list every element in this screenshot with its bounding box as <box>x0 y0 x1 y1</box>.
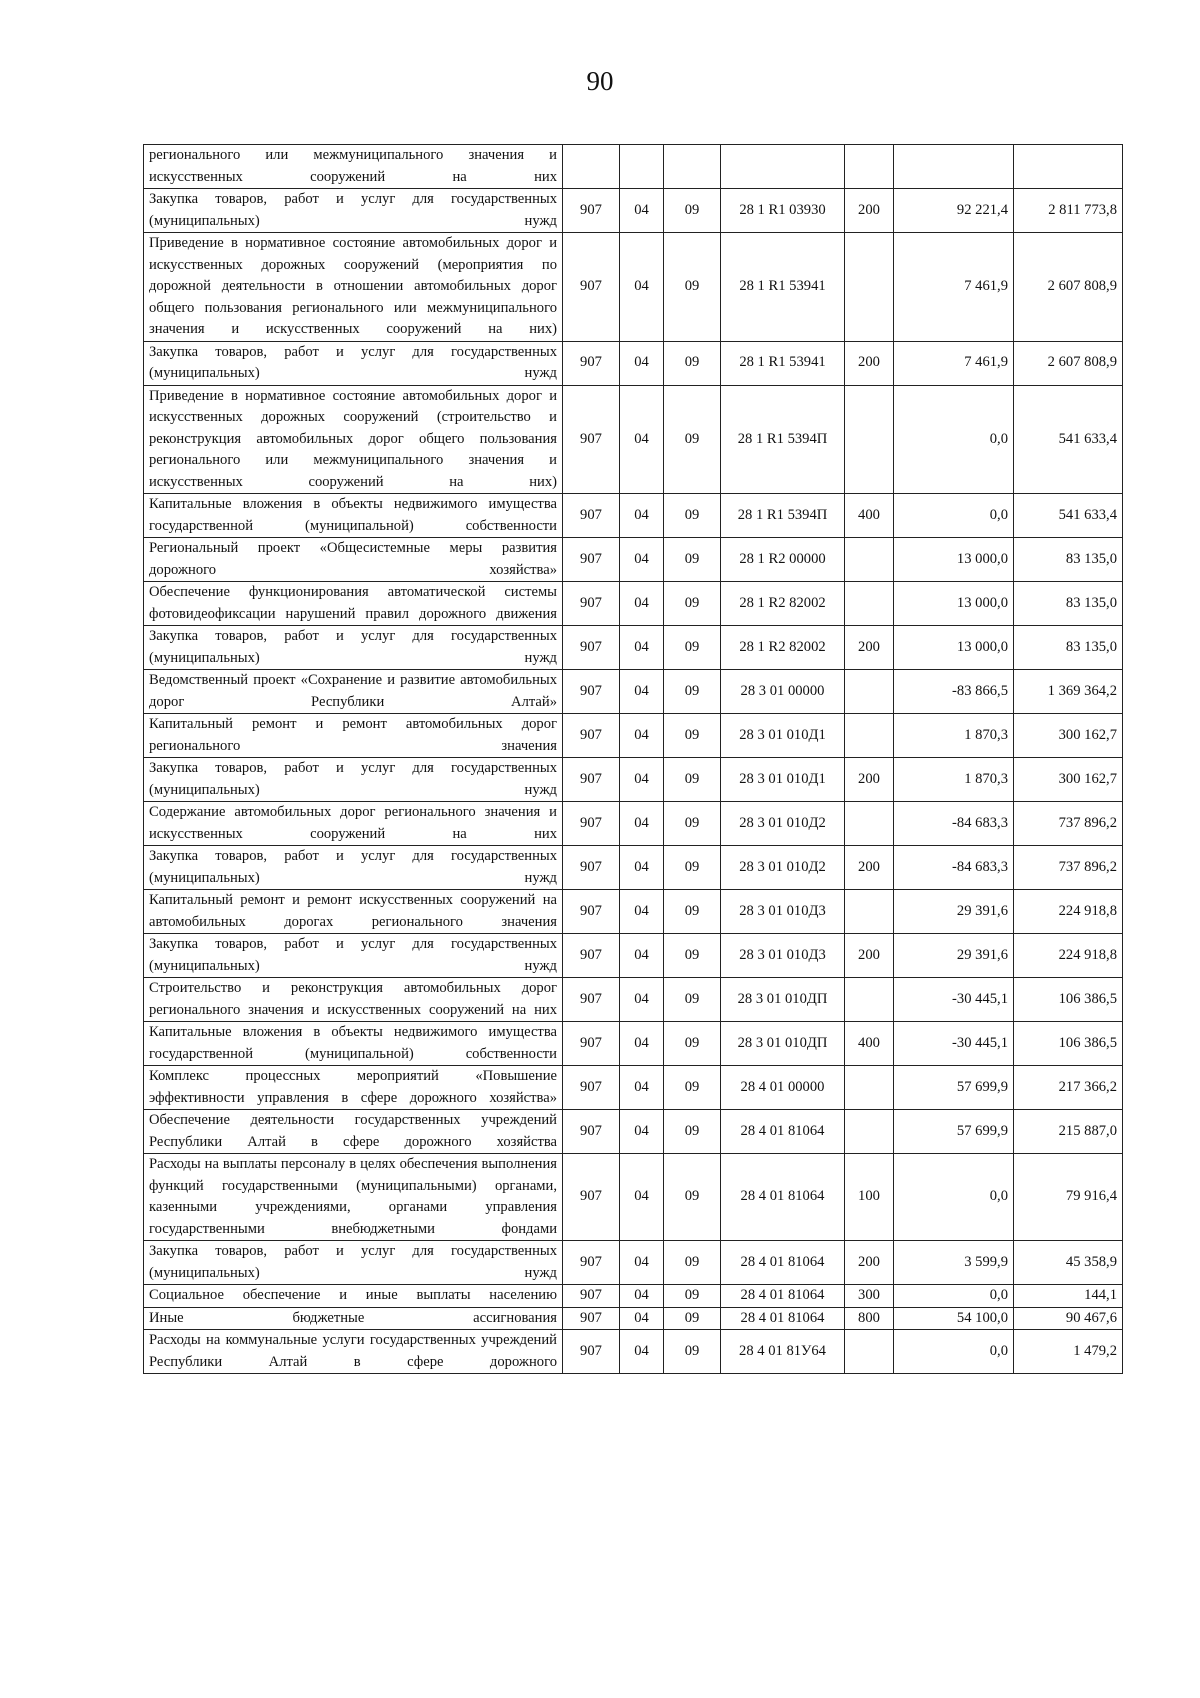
subsection-code: 09 <box>664 758 721 802</box>
expense-type <box>845 1066 894 1110</box>
row-name: Иные бюджетные ассигнования <box>144 1307 563 1330</box>
table-row <box>144 341 1123 385</box>
target-article: 28 4 01 81064 <box>721 1241 845 1285</box>
admin-code: 907 <box>563 1307 620 1330</box>
expense-type <box>845 890 894 934</box>
table-row <box>144 1285 1123 1308</box>
table-row <box>144 189 1123 233</box>
total-amount: 224 918,8 <box>1014 890 1123 934</box>
section-code: 04 <box>620 1066 664 1110</box>
change-amount: -83 866,5 <box>894 670 1014 714</box>
change-amount: 13 000,0 <box>894 626 1014 670</box>
change-amount: 7 461,9 <box>894 233 1014 342</box>
page-number: 90 <box>586 66 614 96</box>
admin-code <box>563 145 620 189</box>
row-name: Приведение в нормативное состояние автомобильных дорог и искусственных дорожных сооружений (мероприятия по дорожной деятельности в отношении автомобильных дорог общего пользования регионального или межмуниципального значения и искусственных сооружений на них) <box>144 233 563 342</box>
admin-code: 907 <box>563 846 620 890</box>
change-amount: 1 870,3 <box>894 714 1014 758</box>
expense-type: 300 <box>845 1285 894 1308</box>
subsection-code: 09 <box>664 1285 721 1308</box>
target-article: 28 1 R2 00000 <box>721 538 845 582</box>
admin-code: 907 <box>563 1022 620 1066</box>
subsection-code: 09 <box>664 189 721 233</box>
admin-code: 907 <box>563 494 620 538</box>
admin-code: 907 <box>563 582 620 626</box>
section-code: 04 <box>620 233 664 342</box>
row-name: Закупка товаров, работ и услуг для государственных (муниципальных) нужд <box>144 846 563 890</box>
subsection-code: 09 <box>664 1110 721 1154</box>
expense-type: 200 <box>845 341 894 385</box>
row-name: Капитальные вложения в объекты недвижимого имущества государственной (муниципальной) собственности <box>144 494 563 538</box>
change-amount: 0,0 <box>894 494 1014 538</box>
total-amount: 224 918,8 <box>1014 934 1123 978</box>
change-amount: -30 445,1 <box>894 978 1014 1022</box>
total-amount: 83 135,0 <box>1014 582 1123 626</box>
expense-type <box>845 1110 894 1154</box>
table-row <box>144 494 1123 538</box>
table-row <box>144 670 1123 714</box>
expense-type <box>845 538 894 582</box>
row-name: Капитальный ремонт и ремонт автомобильных дорог регионального значения <box>144 714 563 758</box>
table-row <box>144 934 1123 978</box>
target-article: 28 1 R2 82002 <box>721 582 845 626</box>
admin-code: 907 <box>563 1330 620 1374</box>
total-amount: 144,1 <box>1014 1285 1123 1308</box>
total-amount: 215 887,0 <box>1014 1110 1123 1154</box>
change-amount: 0,0 <box>894 1154 1014 1241</box>
row-name: Ведомственный проект «Сохранение и развитие автомобильных дорог Республики Алтай» <box>144 670 563 714</box>
row-name: Закупка товаров, работ и услуг для государственных (муниципальных) нужд <box>144 626 563 670</box>
table-row <box>144 1330 1123 1374</box>
admin-code: 907 <box>563 890 620 934</box>
expense-type: 200 <box>845 934 894 978</box>
subsection-code: 09 <box>664 1154 721 1241</box>
section-code: 04 <box>620 714 664 758</box>
target-article: 28 1 R1 5394П <box>721 494 845 538</box>
total-amount: 106 386,5 <box>1014 1022 1123 1066</box>
table-row <box>144 626 1123 670</box>
row-name: Капитальные вложения в объекты недвижимого имущества государственной (муниципальной) собственности <box>144 1022 563 1066</box>
total-amount: 1 479,2 <box>1014 1330 1123 1374</box>
subsection-code: 09 <box>664 538 721 582</box>
section-code: 04 <box>620 758 664 802</box>
section-code: 04 <box>620 385 664 494</box>
section-code <box>620 145 664 189</box>
row-name: Расходы на выплаты персоналу в целях обеспечения выполнения функций государственными (муниципальными) органами, казенными учреждениями, органами управления государственными внебюджетными фондами <box>144 1154 563 1241</box>
change-amount: 13 000,0 <box>894 538 1014 582</box>
target-article: 28 4 01 81064 <box>721 1285 845 1308</box>
change-amount: 3 599,9 <box>894 1241 1014 1285</box>
total-amount: 79 916,4 <box>1014 1154 1123 1241</box>
change-amount: 29 391,6 <box>894 890 1014 934</box>
total-amount: 1 369 364,2 <box>1014 670 1123 714</box>
change-amount: 0,0 <box>894 1330 1014 1374</box>
table-row <box>144 1307 1123 1330</box>
row-name: Содержание автомобильных дорог регионального значения и искусственных сооружений на них <box>144 802 563 846</box>
target-article: 28 4 01 81064 <box>721 1110 845 1154</box>
target-article: 28 3 01 010Д3 <box>721 890 845 934</box>
subsection-code: 09 <box>664 1241 721 1285</box>
expense-type <box>845 1330 894 1374</box>
target-article: 28 3 01 00000 <box>721 670 845 714</box>
table-row <box>144 802 1123 846</box>
target-article: 28 3 01 010Д1 <box>721 714 845 758</box>
total-amount: 2 607 808,9 <box>1014 341 1123 385</box>
table-row <box>144 890 1123 934</box>
subsection-code: 09 <box>664 846 721 890</box>
admin-code: 907 <box>563 1241 620 1285</box>
expense-type: 400 <box>845 494 894 538</box>
row-name: регионального или межмуниципального значения и искусственных сооружений на них <box>144 145 563 189</box>
change-amount: 0,0 <box>894 385 1014 494</box>
change-amount: 29 391,6 <box>894 934 1014 978</box>
table-row <box>144 582 1123 626</box>
admin-code: 907 <box>563 934 620 978</box>
section-code: 04 <box>620 1154 664 1241</box>
admin-code: 907 <box>563 189 620 233</box>
row-name: Строительство и реконструкция автомобильных дорог регионального значения и искусственных сооружений на них <box>144 978 563 1022</box>
target-article: 28 4 01 81У64 <box>721 1330 845 1374</box>
row-name: Комплекс процессных мероприятий «Повышение эффективности управления в сфере дорожного хозяйства» <box>144 1066 563 1110</box>
target-article: 28 3 01 010Д2 <box>721 846 845 890</box>
admin-code: 907 <box>563 802 620 846</box>
admin-code: 907 <box>563 341 620 385</box>
total-amount: 83 135,0 <box>1014 626 1123 670</box>
subsection-code: 09 <box>664 582 721 626</box>
total-amount: 300 162,7 <box>1014 714 1123 758</box>
change-amount: 54 100,0 <box>894 1307 1014 1330</box>
section-code: 04 <box>620 582 664 626</box>
total-amount <box>1014 145 1123 189</box>
section-code: 04 <box>620 626 664 670</box>
target-article: 28 3 01 010Д1 <box>721 758 845 802</box>
subsection-code: 09 <box>664 934 721 978</box>
subsection-code: 09 <box>664 978 721 1022</box>
table-row <box>144 233 1123 342</box>
change-amount: 0,0 <box>894 1285 1014 1308</box>
target-article: 28 3 01 010Д3 <box>721 934 845 978</box>
subsection-code: 09 <box>664 1022 721 1066</box>
total-amount: 83 135,0 <box>1014 538 1123 582</box>
subsection-code: 09 <box>664 802 721 846</box>
change-amount: 7 461,9 <box>894 341 1014 385</box>
section-code: 04 <box>620 1022 664 1066</box>
section-code: 04 <box>620 802 664 846</box>
table-row <box>144 538 1123 582</box>
total-amount: 737 896,2 <box>1014 802 1123 846</box>
subsection-code: 09 <box>664 670 721 714</box>
section-code: 04 <box>620 538 664 582</box>
total-amount: 45 358,9 <box>1014 1241 1123 1285</box>
section-code: 04 <box>620 341 664 385</box>
target-article: 28 1 R1 5394П <box>721 385 845 494</box>
admin-code: 907 <box>563 758 620 802</box>
row-name: Закупка товаров, работ и услуг для государственных (муниципальных) нужд <box>144 758 563 802</box>
expense-type <box>845 145 894 189</box>
target-article: 28 1 R1 53941 <box>721 233 845 342</box>
table-row <box>144 714 1123 758</box>
total-amount: 2 811 773,8 <box>1014 189 1123 233</box>
admin-code: 907 <box>563 233 620 342</box>
table-row <box>144 1110 1123 1154</box>
admin-code: 907 <box>563 1110 620 1154</box>
subsection-code: 09 <box>664 233 721 342</box>
total-amount: 300 162,7 <box>1014 758 1123 802</box>
row-name: Региональный проект «Общесистемные меры развития дорожного хозяйства» <box>144 538 563 582</box>
admin-code: 907 <box>563 1066 620 1110</box>
row-name: Закупка товаров, работ и услуг для государственных (муниципальных) нужд <box>144 189 563 233</box>
table-row <box>144 1241 1123 1285</box>
total-amount: 217 366,2 <box>1014 1066 1123 1110</box>
table-row <box>144 1154 1123 1241</box>
target-article: 28 3 01 010Д2 <box>721 802 845 846</box>
section-code: 04 <box>620 1241 664 1285</box>
change-amount: -84 683,3 <box>894 802 1014 846</box>
admin-code: 907 <box>563 385 620 494</box>
total-amount: 90 467,6 <box>1014 1307 1123 1330</box>
expense-type: 200 <box>845 758 894 802</box>
subsection-code: 09 <box>664 1066 721 1110</box>
row-name: Социальное обеспечение и иные выплаты населению <box>144 1285 563 1308</box>
row-name: Приведение в нормативное состояние автомобильных дорог и искусственных дорожных сооружений (строительство и реконструкция автомобильных дорог общего пользования регионального или межмуниципального значения и искусственных сооружений на них) <box>144 385 563 494</box>
admin-code: 907 <box>563 626 620 670</box>
expense-type: 800 <box>845 1307 894 1330</box>
target-article: 28 4 01 81064 <box>721 1154 845 1241</box>
section-code: 04 <box>620 1307 664 1330</box>
change-amount <box>894 145 1014 189</box>
expense-type: 200 <box>845 1241 894 1285</box>
budget-table <box>143 144 1123 1374</box>
expense-type: 200 <box>845 846 894 890</box>
total-amount: 737 896,2 <box>1014 846 1123 890</box>
subsection-code: 09 <box>664 341 721 385</box>
expense-type: 100 <box>845 1154 894 1241</box>
subsection-code: 09 <box>664 626 721 670</box>
section-code: 04 <box>620 189 664 233</box>
change-amount: 57 699,9 <box>894 1066 1014 1110</box>
target-article: 28 4 01 00000 <box>721 1066 845 1110</box>
row-name: Закупка товаров, работ и услуг для государственных (муниципальных) нужд <box>144 341 563 385</box>
row-name: Обеспечение функционирования автоматической системы фотовидеофиксации нарушений правил дорожного движения <box>144 582 563 626</box>
budget-table-body <box>144 145 1123 1374</box>
admin-code: 907 <box>563 538 620 582</box>
table-row <box>144 1066 1123 1110</box>
target-article: 28 1 R1 03930 <box>721 189 845 233</box>
admin-code: 907 <box>563 714 620 758</box>
subsection-code <box>664 145 721 189</box>
expense-type <box>845 714 894 758</box>
row-name: Капитальный ремонт и ремонт искусственных сооружений на автомобильных дорогах регионального значения <box>144 890 563 934</box>
total-amount: 2 607 808,9 <box>1014 233 1123 342</box>
expense-type: 400 <box>845 1022 894 1066</box>
admin-code: 907 <box>563 1154 620 1241</box>
row-name: Расходы на коммунальные услуги государственных учреждений Республики Алтай в сфере дорожного <box>144 1330 563 1374</box>
subsection-code: 09 <box>664 890 721 934</box>
section-code: 04 <box>620 1110 664 1154</box>
target-article: 28 1 R1 53941 <box>721 341 845 385</box>
total-amount: 541 633,4 <box>1014 385 1123 494</box>
table-row <box>144 978 1123 1022</box>
expense-type <box>845 670 894 714</box>
expense-type: 200 <box>845 626 894 670</box>
change-amount: 57 699,9 <box>894 1110 1014 1154</box>
expense-type <box>845 802 894 846</box>
subsection-code: 09 <box>664 1307 721 1330</box>
subsection-code: 09 <box>664 1330 721 1374</box>
expense-type <box>845 582 894 626</box>
expense-type <box>845 233 894 342</box>
row-name: Закупка товаров, работ и услуг для государственных (муниципальных) нужд <box>144 1241 563 1285</box>
section-code: 04 <box>620 670 664 714</box>
total-amount: 106 386,5 <box>1014 978 1123 1022</box>
expense-type <box>845 385 894 494</box>
admin-code: 907 <box>563 978 620 1022</box>
subsection-code: 09 <box>664 385 721 494</box>
change-amount: -84 683,3 <box>894 846 1014 890</box>
table-row <box>144 1022 1123 1066</box>
subsection-code: 09 <box>664 494 721 538</box>
section-code: 04 <box>620 1285 664 1308</box>
target-article: 28 1 R2 82002 <box>721 626 845 670</box>
change-amount: 92 221,4 <box>894 189 1014 233</box>
expense-type: 200 <box>845 189 894 233</box>
target-article: 28 4 01 81064 <box>721 1307 845 1330</box>
table-row <box>144 385 1123 494</box>
target-article: 28 3 01 010ДП <box>721 978 845 1022</box>
table-row <box>144 145 1123 189</box>
section-code: 04 <box>620 1330 664 1374</box>
change-amount: 1 870,3 <box>894 758 1014 802</box>
section-code: 04 <box>620 934 664 978</box>
section-code: 04 <box>620 494 664 538</box>
target-article: 28 3 01 010ДП <box>721 1022 845 1066</box>
admin-code: 907 <box>563 1285 620 1308</box>
subsection-code: 09 <box>664 714 721 758</box>
section-code: 04 <box>620 846 664 890</box>
expense-type <box>845 978 894 1022</box>
table-row <box>144 846 1123 890</box>
total-amount: 541 633,4 <box>1014 494 1123 538</box>
admin-code: 907 <box>563 670 620 714</box>
target-article <box>721 145 845 189</box>
row-name: Обеспечение деятельности государственных учреждений Республики Алтай в сфере дорожного хозяйства <box>144 1110 563 1154</box>
row-name: Закупка товаров, работ и услуг для государственных (муниципальных) нужд <box>144 934 563 978</box>
change-amount: -30 445,1 <box>894 1022 1014 1066</box>
change-amount: 13 000,0 <box>894 582 1014 626</box>
table-row <box>144 758 1123 802</box>
section-code: 04 <box>620 978 664 1022</box>
section-code: 04 <box>620 890 664 934</box>
